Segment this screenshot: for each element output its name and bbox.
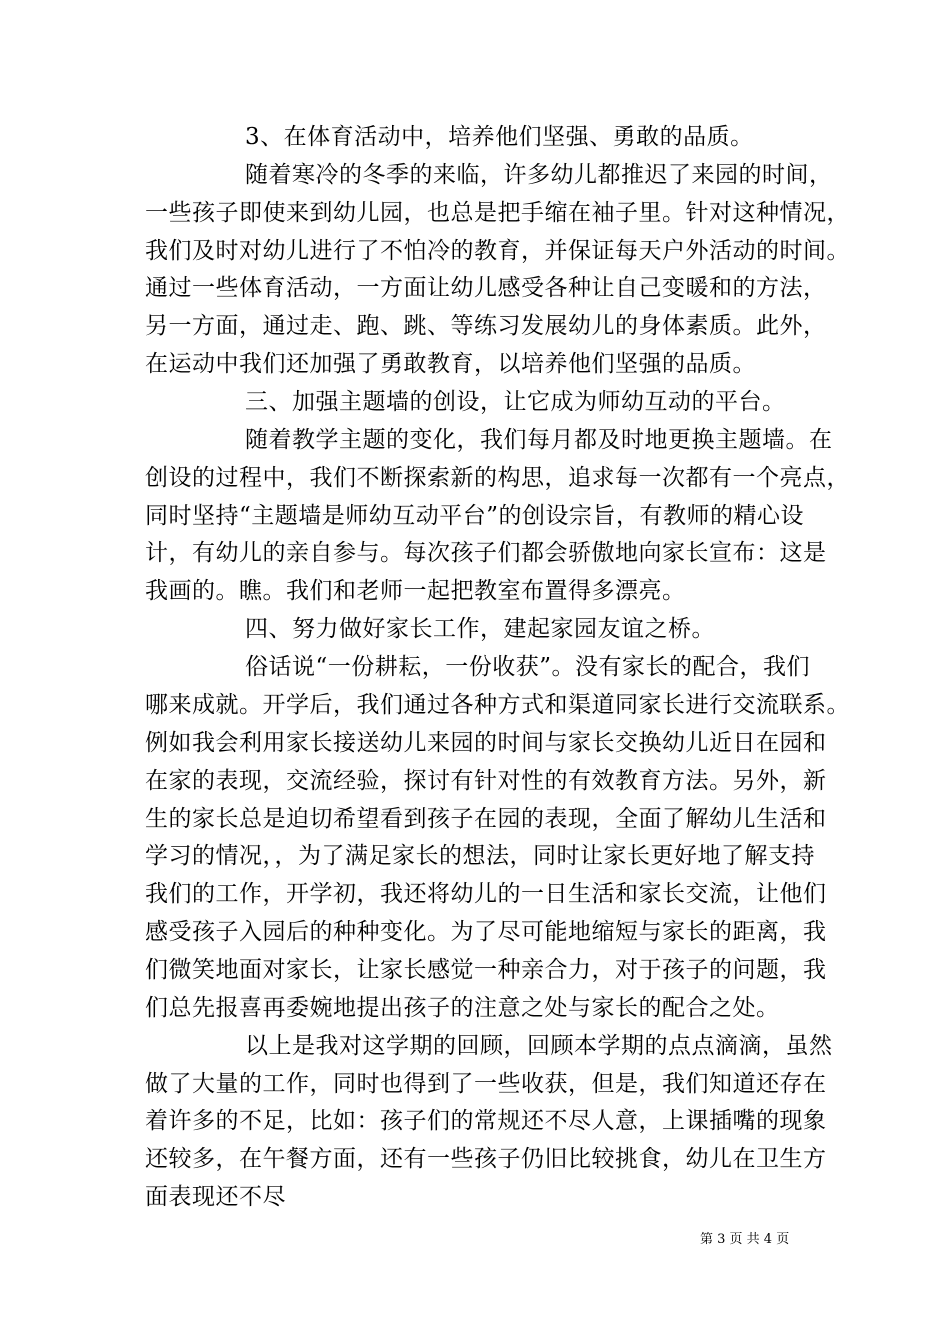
text-line: 创设的过程中，我们不断探索新的构思，追求每一次都有一个亮点，: [145, 465, 850, 491]
text-line: 在家的表现，交流经验，探讨有针对性的有效教育方法。另外，新: [145, 768, 827, 794]
text-line: 通过一些体育活动，一方面让幼儿感受各种让自己变暖和的方法，: [145, 275, 827, 301]
text-line: 生的家长总是迫切希望看到孩子在园的表现，全面了解幼儿生活和: [145, 806, 827, 832]
text-line: 我们及时对幼儿进行了不怕冷的教育，并保证每天户外活动的时间。: [145, 238, 850, 264]
text-line: 感受孩子入园后的种种变化。为了尽可能地缩短与家长的距离，我: [145, 919, 827, 945]
text-line: 面表现还不尽: [145, 1184, 286, 1210]
text-line: 我们的工作，开学初，我还将幼儿的一日生活和家长交流，让他们: [145, 881, 827, 907]
text-line: 随着教学主题的变化，我们每月都及时地更换主题墙。在: [245, 427, 833, 453]
section-heading: 三、加强主题墙的创设，让它成为师幼互动的平台。: [245, 389, 786, 415]
text-line: 另一方面，通过走、跑、跳、等练习发展幼儿的身体素质。此外，: [145, 313, 827, 339]
page-number: 第 3 页 共 4 页: [700, 1232, 790, 1247]
text-line: 着许多的不足，比如：孩子们的常规还不尽人意，上课插嘴的现象: [145, 1108, 827, 1134]
text-line: 俗话说“一份耕耘，一份收获”。没有家长的配合，我们: [245, 654, 811, 680]
text-line: 例如我会利用家长接送幼儿来园的时间与家长交换幼儿近日在园和: [145, 730, 827, 756]
text-line: 以上是我对这学期的回顾，回顾本学期的点点滴滴，虽然: [245, 1033, 833, 1059]
text-line: 3、在体育活动中，培养他们坚强、勇敢的品质。: [245, 124, 754, 150]
text-line: 做了大量的工作，同时也得到了一些收获，但是，我们知道还存在: [145, 1071, 827, 1097]
text-line: 同时坚持“主题墙是师幼互动平台”的创设宗旨，有教师的精心设: [145, 503, 805, 529]
text-line: 一些孩子即使来到幼儿园，也总是把手缩在袖子里。针对这种情况，: [145, 200, 850, 226]
text-line: 随着寒冷的冬季的来临，许多幼儿都推迟了来园的时间，: [245, 162, 833, 188]
text-line: 学习的情况，，为了满足家长的想法，同时让家长更好地了解支持: [145, 843, 815, 869]
text-line: 在运动中我们还加强了勇敢教育，以培养他们坚强的品质。: [145, 351, 756, 377]
text-line: 哪来成就。开学后，我们通过各种方式和渠道同家长进行交流联系。: [145, 692, 850, 718]
text-line: 还较多，在午餐方面，还有一些孩子仍旧比较挑食，幼儿在卫生方: [145, 1146, 827, 1172]
text-line: 们总先报喜再委婉地提出孩子的注意之处与家长的配合之处。: [145, 995, 780, 1021]
text-line: 们微笑地面对家长，让家长感觉一种亲合力，对于孩子的问题，我: [145, 957, 827, 983]
text-line: 计，有幼儿的亲自参与。每次孩子们都会骄傲地向家长宣布：这是: [145, 540, 827, 566]
text-line: 我画的。瞧。我们和老师一起把教室布置得多漂亮。: [145, 578, 686, 604]
section-heading: 四、努力做好家长工作，建起家园友谊之桥。: [245, 616, 715, 642]
